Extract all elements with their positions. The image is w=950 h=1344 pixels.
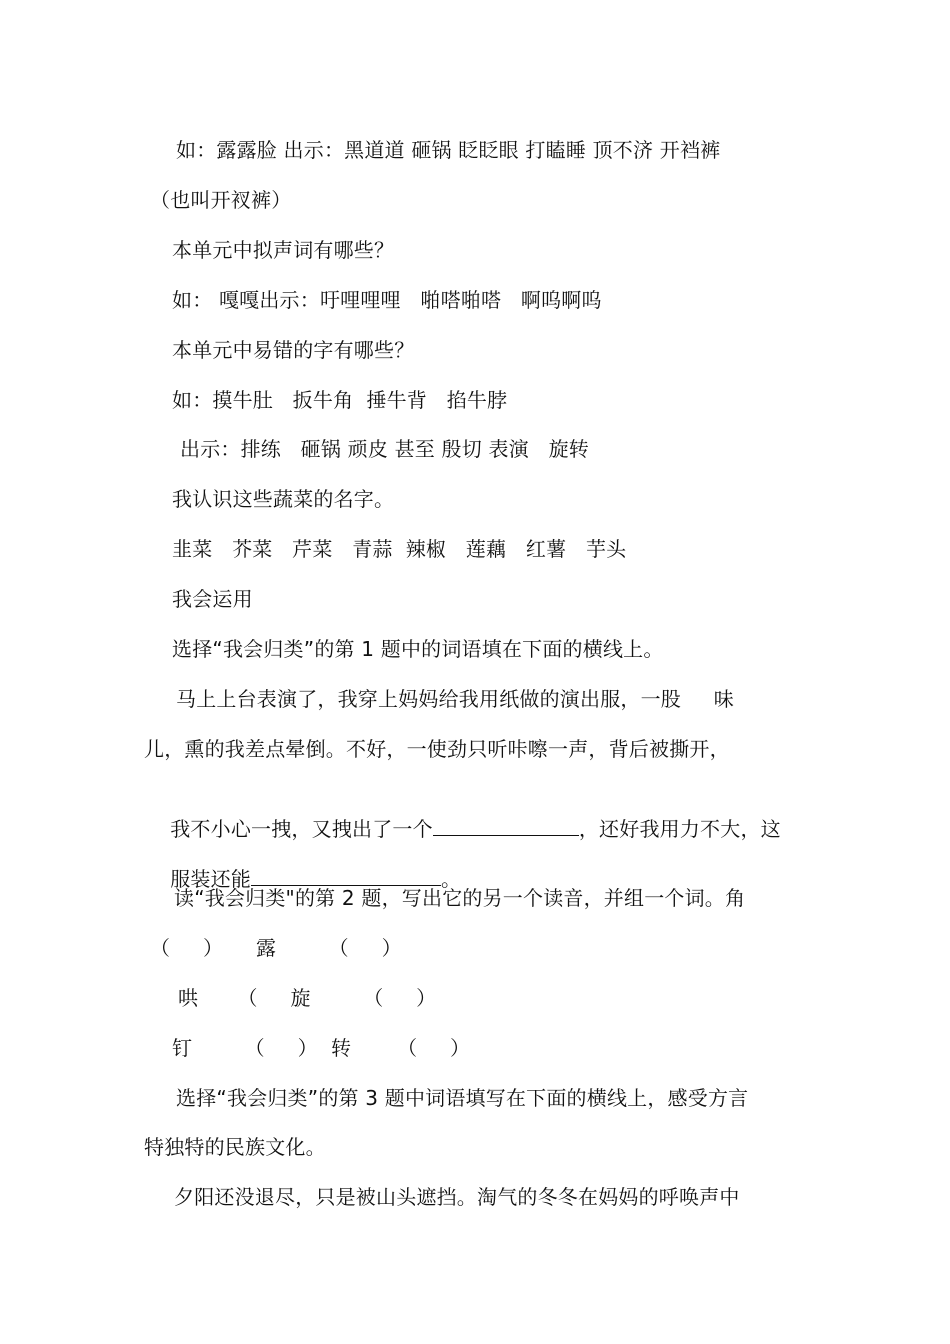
text-line-19: 钉 （ ） 转 （ ）	[172, 1036, 471, 1060]
text-segment: ，还好我用力不大，这	[578, 817, 781, 841]
text-line-2: （也叫开衩裤）	[150, 188, 292, 212]
text-segment: 我不小心一拽，又拽出了一个	[170, 817, 433, 841]
text-segment: 服装还能	[170, 867, 252, 891]
text-line-7: 出示：排练 砸锅 顽皮 甚至 殷切 表演 旋转	[180, 437, 589, 461]
text-line-12: 马上上台表演了，我穿上妈妈给我用纸做的演出服，一股 味	[176, 687, 734, 711]
text-line-4: 如： 嘎嘎出示：吁哩哩哩 啪嗒啪嗒 啊呜啊呜	[172, 288, 602, 312]
fill-in-blank[interactable]	[433, 813, 579, 836]
text-line-8: 我认识这些蔬菜的名字。	[172, 487, 395, 511]
text-segment: 。	[441, 867, 462, 891]
text-line-9: 韭菜 芥菜 芹菜 青蒜 辣椒 莲藕 红薯 芋头	[172, 537, 627, 561]
text-line-18: 哄 （ 旋 （ ）	[178, 986, 437, 1010]
text-line-13: 儿，熏的我差点晕倒。不好，一使劲只听咔嚓一声，背后被撕开，	[144, 737, 730, 761]
text-line-21: 特独特的民族文化。	[144, 1135, 326, 1159]
text-line-22: 夕阳还没退尽，只是被山头遮挡。淘气的冬冬在妈妈的呼唤声中	[174, 1185, 740, 1209]
fill-in-blank[interactable]	[251, 863, 441, 886]
text-line-3: 本单元中拟声词有哪些？	[172, 238, 395, 262]
text-line-1: 如：露露脸 出示：黑道道 砸锅 眨眨眼 打瞌睡 顶不济 开裆裤	[176, 138, 721, 162]
text-line-20: 选择“我会归类”的第 3 题中词语填写在下面的横线上，感受方言	[176, 1086, 749, 1110]
text-line-11: 选择“我会归类”的第 1 题中的词语填在下面的横线上。	[172, 637, 664, 661]
text-line-16: 读“我会归类"的第 2 题，写出它的另一个读音，并组一个词。角	[174, 886, 746, 910]
text-line-17: （ ） 露 （ ）	[150, 936, 402, 960]
text-line-5: 本单元中易错的字有哪些？	[172, 338, 415, 362]
text-line-6: 如：摸牛肚 扳牛角 捶牛背 掐牛脖	[172, 388, 508, 412]
text-line-10: 我会运用	[172, 587, 253, 611]
